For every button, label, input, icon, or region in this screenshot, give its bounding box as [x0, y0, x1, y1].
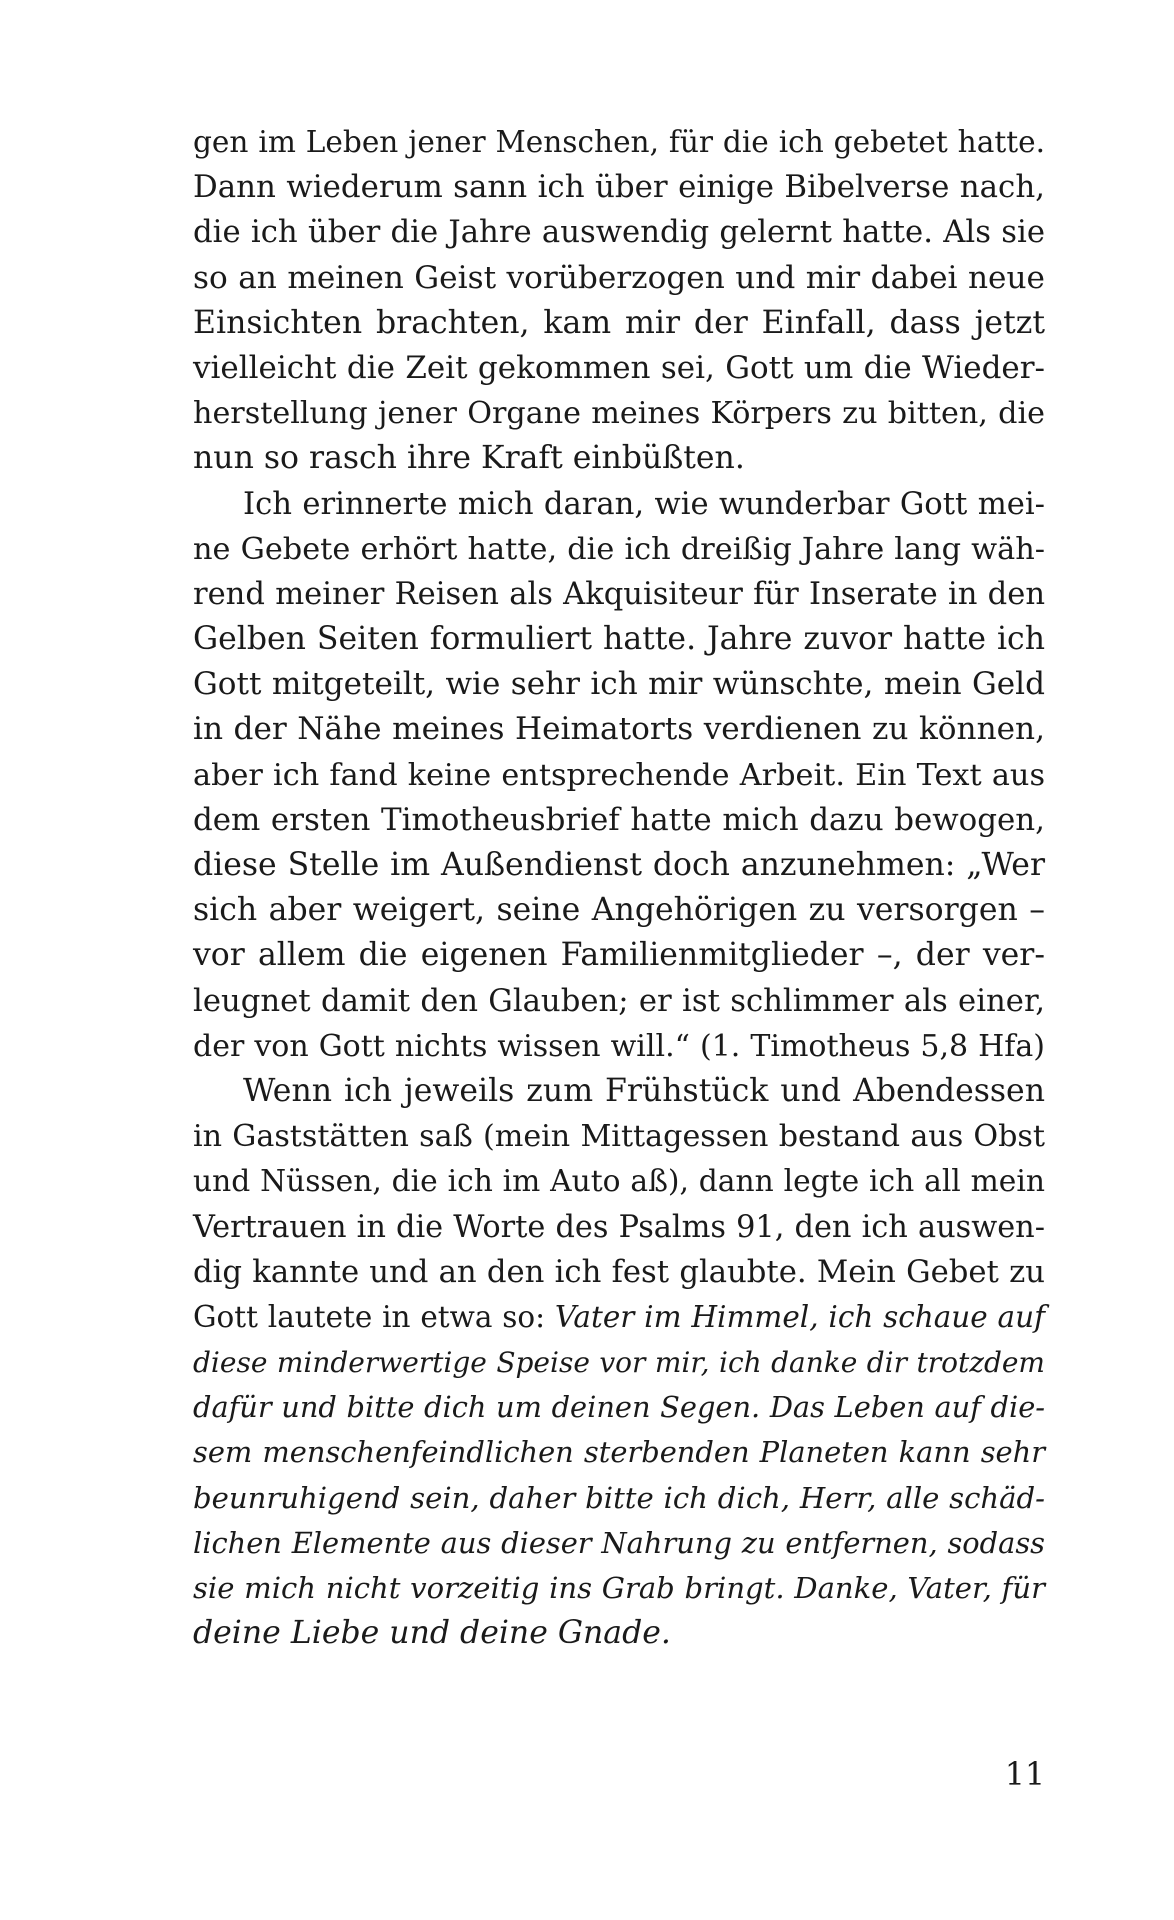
text-line: Gelben Seiten formuliert hatte. Jahre zuvor hatte ich	[193, 621, 1045, 658]
prayer-text: diese minderwertige Speise vor mir, ich danke dir trotzdem	[193, 1346, 1045, 1380]
prayer-text: beunruhigend sein, daher bitte ich dich, Herr, alle schäd-	[193, 1480, 1045, 1515]
page-number: 11	[1004, 1757, 1045, 1793]
prayer-text: dafür und bitte dich um deinen Segen. Das Leben auf die-	[193, 1390, 1045, 1425]
text-line: sich aber weigert, seine Angehörigen zu versorgen –	[193, 892, 1045, 929]
prayer-text: Vater im Himmel, ich schaue auf	[554, 1299, 1045, 1334]
text-line: der von Gott nichts wissen will.“ (1. Timotheus 5,8 Hfa)	[193, 1028, 1045, 1064]
text-line: Einsichten brachten, kam mir der Einfall, dass jetzt	[193, 304, 1045, 341]
text-line: Dann wiederum sann ich über einige Bibelverse nach,	[193, 169, 1045, 206]
text-line: die ich über die Jahre auswendig gelernt hatte. Als sie	[193, 214, 1045, 251]
text-line	[193, 1295, 1045, 1340]
text-line: in Gaststätten saß (mein Mittagessen bestand aus Obst	[193, 1119, 1045, 1155]
paragraph	[193, 482, 1045, 1069]
prayer-text: sem menschenfeindlichen sterbenden Planeten kann sehr	[193, 1435, 1045, 1470]
text-line: Ich erinnerte mich daran, wie wunderbar Gott mei-	[243, 486, 1045, 522]
text-line: Vertrauen in die Worte des Psalms 91, den ich auswen-	[193, 1209, 1045, 1245]
text-line: nun so rasch ihre Kraft einbüßten.	[193, 440, 745, 477]
text-line: ne Gebete erhört hatte, die ich dreißig Jahre lang wäh-	[193, 531, 1045, 567]
text-line: herstellung jener Organe meines Körpers zu bitten, die	[193, 396, 1045, 432]
prayer-text: lichen Elemente aus dieser Nahrung zu entfernen, sodass	[193, 1525, 1045, 1560]
text-segment: Gott lautete in etwa so:	[193, 1299, 555, 1334]
paragraph	[193, 1069, 1045, 1656]
text-line: dig kannte und an den ich fest glaubte. Mein Gebet zu	[193, 1254, 1045, 1290]
text-line: diese Stelle im Außendienst doch anzunehmen: „Wer	[193, 847, 1045, 883]
text-line: in der Nähe meines Heimatorts verdienen zu können,	[193, 711, 1045, 748]
prayer-text: deine Liebe und deine Gnade.	[193, 1615, 671, 1652]
text-line: vielleicht die Zeit gekommen sei, Gott um die Wieder-	[193, 349, 1045, 386]
text-line: Gott mitgeteilt, wie sehr ich mir wünschte, mein Geld	[193, 666, 1045, 703]
body-text	[193, 120, 1045, 1656]
text-line: Wenn ich jeweils zum Frühstück und Abendessen	[243, 1072, 1045, 1109]
text-line: dem ersten Timotheusbrief hatte mich dazu bewogen,	[193, 801, 1045, 838]
text-line: leugnet damit den Glauben; er ist schlimmer als einer,	[193, 983, 1045, 1019]
text-line: aber ich fand keine entsprechende Arbeit. Ein Text aus	[193, 757, 1045, 793]
text-line: so an meinen Geist vorüberzogen und mir dabei neue	[193, 259, 1045, 296]
text-line: vor allem die eigenen Familienmitglieder –, der ver-	[193, 937, 1045, 974]
text-line: rend meiner Reisen als Akquisiteur für Inserate in den	[193, 576, 1045, 612]
text-line: und Nüssen, die ich im Auto aß), dann legte ich all mein	[193, 1164, 1045, 1200]
text-line: gen im Leben jener Menschen, für die ich gebetet hatte.	[193, 125, 1045, 159]
prayer-text: sie mich nicht vorzeitig ins Grab bringt. Danke, Vater, für	[193, 1571, 1045, 1605]
paragraph	[193, 120, 1045, 482]
